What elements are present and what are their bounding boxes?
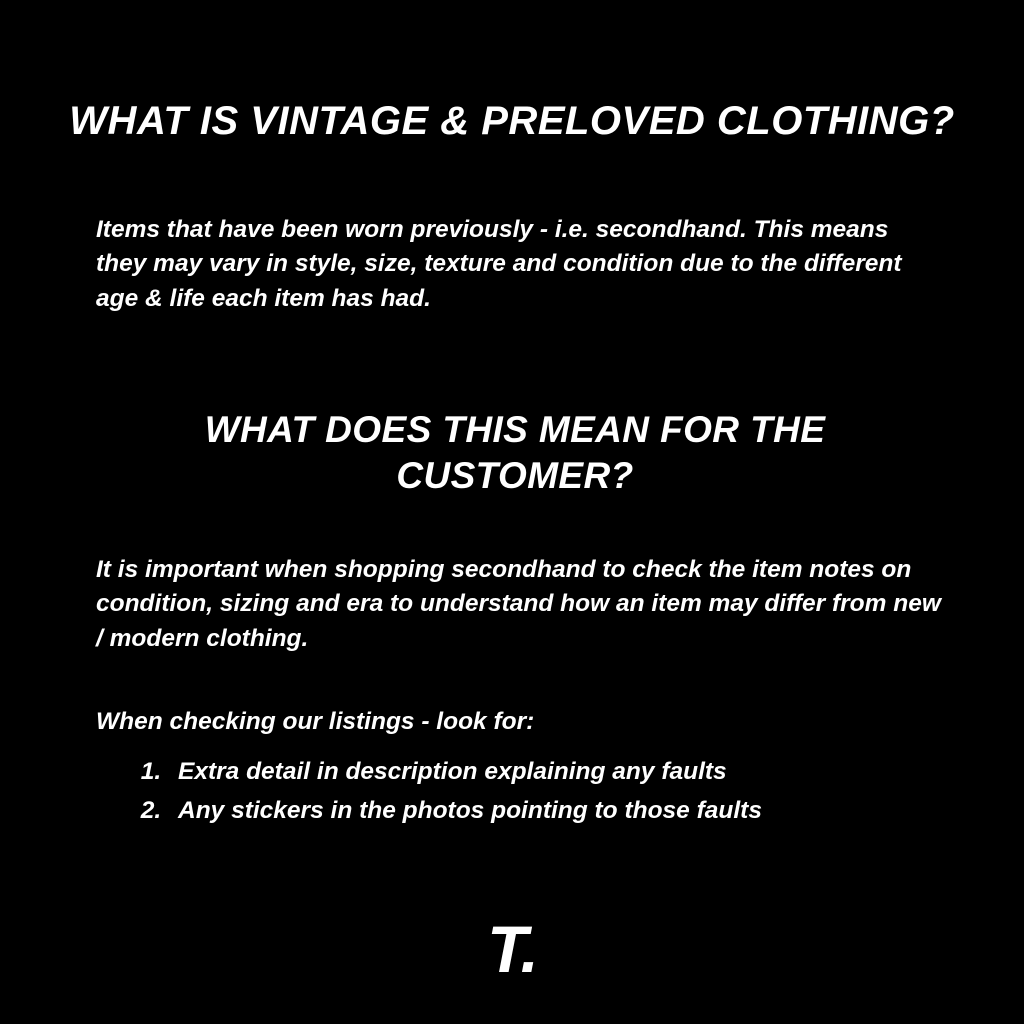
list-item: 2. Any stickers in the photos pointing to those faults <box>168 791 1008 830</box>
brand-logo <box>0 912 1024 986</box>
list-item: 1. Extra detail in description explaining any faults <box>168 752 1008 791</box>
checklist-intro: When checking our listings - look for: <box>96 707 535 735</box>
page-title: WHAT IS VINTAGE & PRELOVED CLOTHING? <box>69 98 955 143</box>
guidance-paragraph: It is important when shopping secondhand to check the item notes on condition, sizing and era to understand how an item may differ from new / modern clothing. <box>96 555 941 653</box>
section-title-customer-meaning: WHAT DOES THIS MEAN FOR THE CUSTOMER? <box>204 408 826 496</box>
checklist <box>120 752 1008 830</box>
definition-paragraph: Items that have been worn previously - i.e. secondhand. This means they may vary in style, size, texture and condition due to the different age & life each item has had. <box>96 215 902 313</box>
t-dot-logo-icon: T. <box>487 912 537 986</box>
